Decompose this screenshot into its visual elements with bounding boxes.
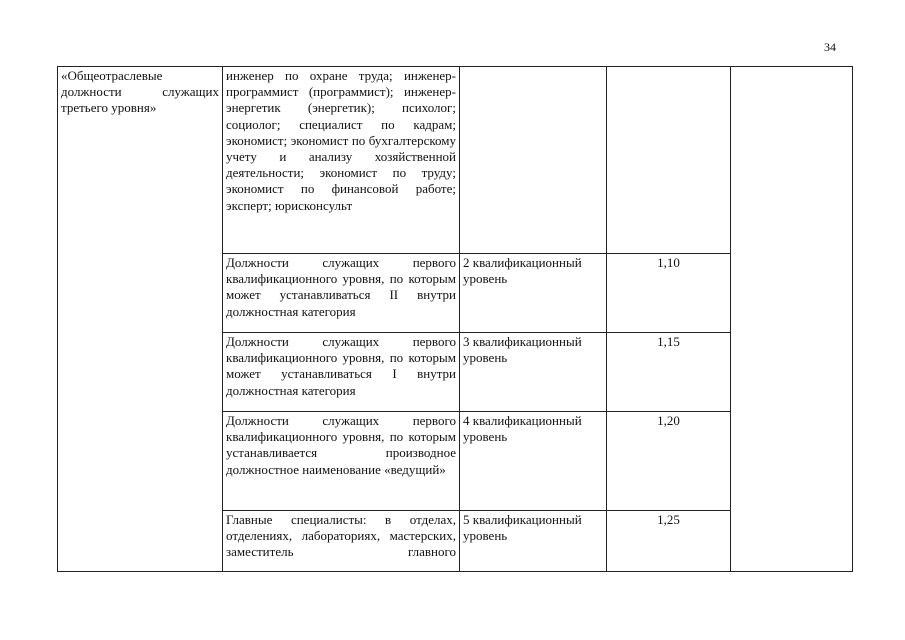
coefficient-text: 1,20 [657,413,680,428]
coefficient-cell [607,333,731,412]
level-cell [460,67,607,254]
level-cell [460,333,607,412]
level-text: 5 квалификационный уровень [463,512,582,544]
position-cell [223,511,460,572]
extra-cell [731,67,853,572]
position-text: Главные специалисты: в отделах, отделениях, лабораториях, мастерских, заместитель главного [226,512,456,560]
position-text: Должности служащих первого квалификационного уровня, по которым может устанавливаться I внутри должностная категория [226,334,456,398]
coefficient-cell [607,67,731,254]
coefficient-text: 1,15 [657,334,680,349]
group-name-cell [58,67,223,572]
table-row [58,67,853,254]
group-name-text: «Общеотраслевые должности служащих третьего уровня» [61,68,219,116]
page-number: 34 [824,40,836,54]
coefficient-cell [607,511,731,572]
position-cell [223,67,460,254]
level-text: 4 квалификационный уровень [463,413,582,445]
coefficient-text: 1,10 [657,255,680,270]
position-text: Должности служащих первого квалификационного уровня, по которым устанавливается производное должностное наименование «ведущий» [226,413,456,477]
coefficient-cell [607,412,731,511]
position-text: инженер по охране труда; инженер-программист (программист); инженер-энергетик (энергетик); психолог; социолог; специалист по кадрам; экономист; экономист по бухгалтерскому учету и анализу хозяйственной деятельности; экономист по труду; экономист по финансовой работе; эксперт; юрисконсульт [226,68,456,213]
position-cell [223,254,460,333]
level-text: 2 квалификационный уровень [463,255,582,287]
level-cell [460,412,607,511]
position-cell [223,333,460,412]
level-text: 3 квалификационный уровень [463,334,582,366]
coefficient-cell [607,254,731,333]
position-text: Должности служащих первого квалификационного уровня, по которым может устанавливаться II внутри должностная категория [226,255,456,319]
qualification-table [57,66,853,572]
coefficient-text: 1,25 [657,512,680,527]
level-cell [460,254,607,333]
level-cell [460,511,607,572]
position-cell [223,412,460,511]
